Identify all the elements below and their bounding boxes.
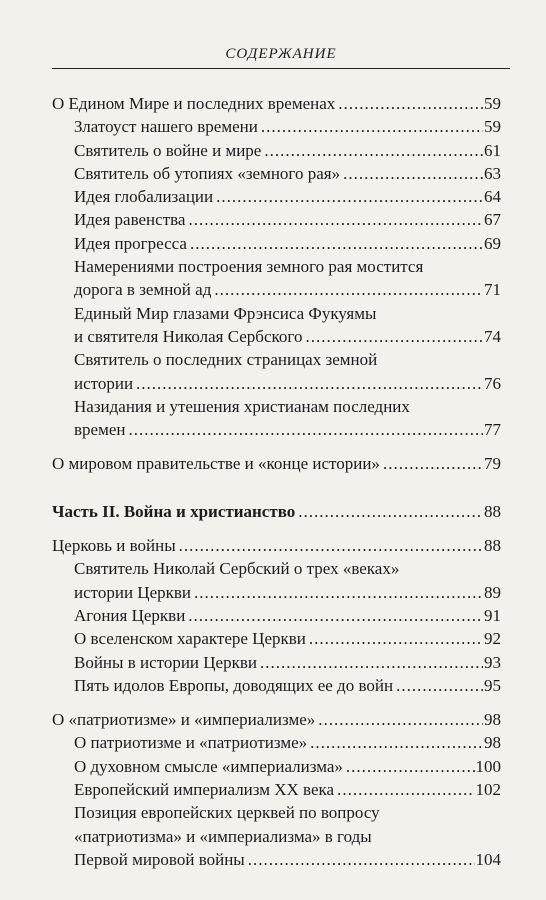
table-of-contents	[52, 92, 501, 871]
toc-entry	[52, 708, 501, 731]
toc-entry-line	[52, 92, 501, 115]
toc-entry-title-line: О патриотизме и «патриотизме»	[74, 733, 308, 753]
toc-page-number: 98	[484, 733, 501, 753]
toc-entry-title-line: Часть II. Война и христианство	[52, 501, 296, 521]
toc-entry-title-line: времен	[74, 420, 126, 440]
dot-leader	[248, 848, 475, 871]
toc-entry-title-line: Агония Церкви	[74, 605, 186, 625]
toc-entry-line	[74, 232, 501, 255]
toc-entry-line	[74, 418, 501, 441]
toc-entry-line	[74, 755, 501, 778]
dot-leader	[338, 92, 483, 115]
toc-page-number: 92	[484, 629, 501, 649]
toc-entry	[52, 534, 501, 557]
toc-entry	[74, 208, 501, 231]
toc-entry	[74, 302, 501, 349]
toc-page-number: 61	[484, 140, 501, 160]
toc-part-heading	[52, 500, 501, 523]
toc-entry-title-line: Назидания и утешения христианам последних	[74, 396, 410, 416]
toc-page-number: 102	[475, 780, 501, 800]
toc-entry	[74, 604, 501, 627]
dot-leader	[310, 731, 483, 754]
toc-entry-line	[74, 185, 501, 208]
toc-entry-line	[52, 452, 501, 475]
toc-page-number: 59	[484, 117, 501, 137]
toc-page-number: 74	[484, 326, 501, 346]
toc-entry-title-line: Святитель о последних страницах земной	[74, 350, 378, 370]
toc-entry	[74, 255, 501, 302]
toc-entry-title-line: Позиция европейских церквей по вопросу	[74, 803, 380, 823]
toc-entry	[74, 674, 501, 697]
toc-entry-title-line: Намерениями построения земного рая мостится	[74, 257, 424, 277]
dot-leader	[305, 325, 483, 348]
toc-page-number: 88	[484, 536, 501, 556]
toc-entry-line	[74, 581, 501, 604]
dot-leader	[188, 604, 483, 627]
toc-entry	[74, 557, 501, 604]
dot-leader	[346, 755, 475, 778]
dot-leader	[396, 674, 483, 697]
toc-entry	[74, 139, 501, 162]
toc-entry	[74, 395, 501, 442]
toc-page-number: 95	[484, 675, 501, 695]
toc-entry-title-line: «патриотизма» и «империализма» в годы	[74, 826, 372, 846]
running-header: СОДЕРЖАНИЕ	[225, 46, 337, 62]
toc-entry-title-line: О Едином Мире и последних временах	[52, 94, 336, 113]
toc-entry	[74, 232, 501, 255]
toc-page-number: 88	[484, 501, 501, 521]
toc-entry	[52, 92, 501, 115]
toc-entry-title-line: О духовном смысле «империализма»	[74, 756, 343, 776]
toc-entry-line	[74, 674, 501, 697]
dot-leader	[188, 208, 483, 231]
toc-entry-line	[52, 708, 501, 731]
toc-entry-title-line: О «патриотизме» и «империализме»	[52, 710, 316, 730]
toc-page-number: 77	[484, 420, 501, 440]
toc-entry-line	[74, 731, 501, 754]
toc-entry-title-line: О мировом правительстве и «конце истории»	[52, 454, 380, 474]
toc-entry-title-line: дорога в земной ад	[74, 280, 212, 300]
dot-leader	[298, 500, 483, 523]
toc-page-number: 64	[484, 187, 501, 207]
toc-entry	[74, 778, 501, 801]
toc-page-number: 93	[484, 652, 501, 672]
dot-leader	[343, 162, 483, 185]
toc-entry-title-line: Войны в истории Церкви	[74, 652, 257, 672]
dot-leader	[214, 278, 483, 301]
toc-page-number: 98	[484, 710, 501, 730]
toc-entry-line	[74, 651, 501, 674]
toc-page-number: 76	[484, 373, 501, 393]
dot-leader	[136, 372, 483, 395]
toc-entry	[74, 651, 501, 674]
toc-entry	[74, 115, 501, 138]
toc-entry-line	[74, 325, 501, 348]
toc-entry-title-line: истории Церкви	[74, 582, 191, 602]
dot-leader	[216, 185, 483, 208]
toc-entry	[74, 801, 501, 871]
toc-entry-line	[74, 115, 501, 138]
toc-page-number: 89	[484, 582, 501, 602]
toc-entry-title-line: и святителя Николая Сербского	[74, 326, 303, 346]
dot-leader	[318, 708, 483, 731]
header-rule	[52, 68, 510, 69]
toc-entry-line	[74, 372, 501, 395]
toc-entry-title-line: Святитель Николай Сербский о трех «веках»	[74, 559, 400, 579]
dot-leader	[128, 418, 483, 441]
toc-entry-title-line: Златоуст нашего времени	[74, 117, 258, 137]
dot-leader	[309, 627, 483, 650]
toc-entry-line	[74, 162, 501, 185]
toc-entry-title-line: истории	[74, 373, 134, 393]
toc-page-number: 69	[484, 233, 501, 253]
toc-entry-line	[52, 534, 501, 557]
toc-entry	[74, 162, 501, 185]
toc-entry-title-line: Единый Мир глазами Фрэнсиса Фукуямы	[74, 303, 377, 323]
toc-page-number: 79	[484, 454, 501, 474]
toc-page-number: 100	[475, 756, 501, 776]
toc-entry	[74, 755, 501, 778]
toc-page-number: 67	[484, 210, 501, 230]
toc-entry-line	[74, 627, 501, 650]
toc-entry-title-line: Европейский империализм XX века	[74, 780, 335, 800]
dot-leader	[190, 232, 483, 255]
toc-entry	[52, 452, 501, 475]
toc-entry-line	[52, 500, 501, 523]
dot-leader	[337, 778, 474, 801]
toc-entry-line	[74, 139, 501, 162]
dot-leader	[179, 534, 483, 557]
toc-entry-title-line: Святитель о войне и мире	[74, 140, 262, 160]
dot-leader	[264, 139, 483, 162]
dot-leader	[194, 581, 483, 604]
toc-page-number: 104	[475, 849, 501, 869]
toc-entry	[74, 185, 501, 208]
toc-page-number: 59	[484, 94, 501, 113]
toc-entry-line	[74, 604, 501, 627]
toc-entry-line	[74, 778, 501, 801]
toc-page-number: 71	[484, 280, 501, 300]
toc-page-number: 63	[484, 163, 501, 183]
toc-entry-line	[74, 278, 501, 301]
toc-entry-title-line: Пять идолов Европы, доводящих ее до войн	[74, 675, 394, 695]
toc-entry-title-line: Идея прогресса	[74, 233, 187, 253]
toc-entry-title-line: Идея глобализации	[74, 187, 214, 207]
toc-entry-title-line: Церковь и войны	[52, 536, 176, 556]
toc-entry	[74, 348, 501, 395]
toc-entry-title-line: Первой мировой войны	[74, 849, 245, 869]
toc-entry-title-line: Идея равенства	[74, 210, 186, 230]
toc-entry-line	[74, 848, 501, 871]
dot-leader	[383, 452, 483, 475]
dot-leader	[261, 115, 483, 138]
toc-entry-line	[74, 208, 501, 231]
toc-entry-title-line: О вселенском характере Церкви	[74, 629, 306, 649]
toc-entry-title-line: Святитель об утопиях «земного рая»	[74, 163, 341, 183]
toc-entry	[74, 731, 501, 754]
toc-entry	[74, 627, 501, 650]
dot-leader	[260, 651, 483, 674]
toc-page-number: 91	[484, 605, 501, 625]
